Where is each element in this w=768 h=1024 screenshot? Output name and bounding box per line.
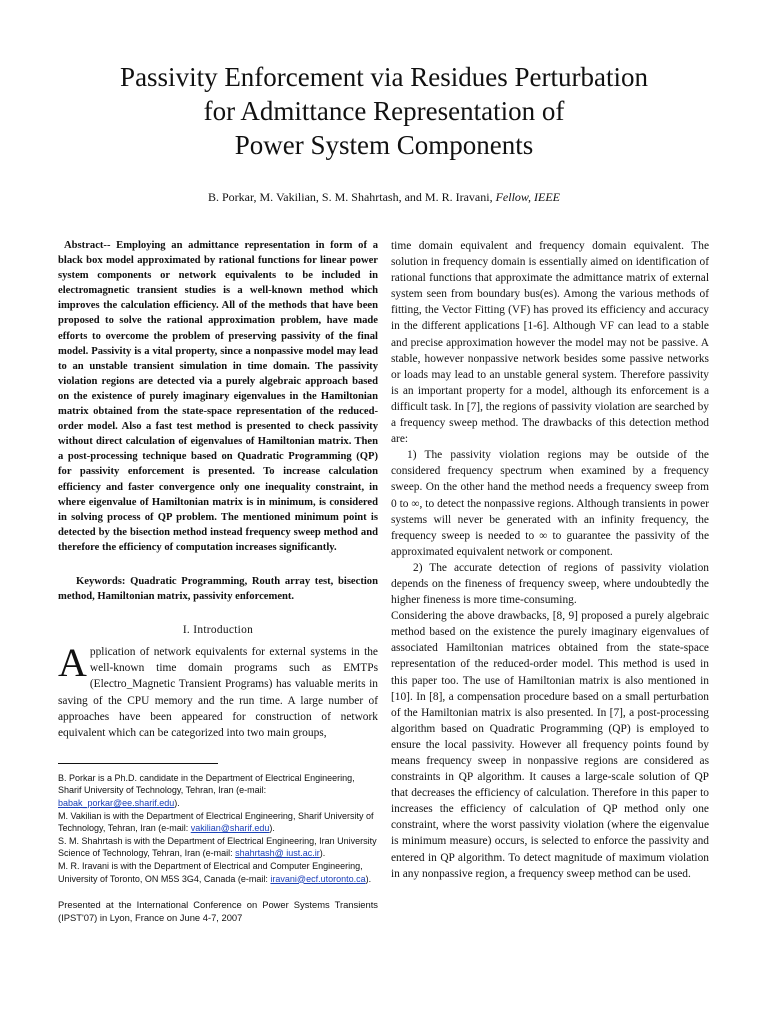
author-list <box>40 190 728 205</box>
email-link-vakilian[interactable]: vakilian@sharif.edu <box>190 823 270 834</box>
email-link-shahrtash[interactable]: shahrtash@ iust.ac.ir <box>235 848 320 859</box>
footnote-porkar: B. Porkar is a Ph.D. candidate in the Department of Electrical Engineering, Sharif University of Technology, Tehran, Iran (e-mail: babak_porkar@ee.sharif.edu). <box>58 772 355 808</box>
footnote-shahrtash: S. M. Shahrtash is with the Department of Electrical Engineering, Iran University Science of Technology, Tehran, Iran (e-mail: shahrtash@ iust.ac.ir). <box>58 835 377 859</box>
email-link-porkar[interactable]: babak_porkar@ee.sharif.edu <box>58 798 175 808</box>
footnote-iravani: M. R. Iravani is with the Department of Electrical and Computer Engineering, University of Toronto, ON M5S 3G4, Canada (e-mail: iravani@ecf.utoronto.ca). <box>58 860 372 884</box>
email-link-iravani[interactable]: iravani@ecf.utoronto.ca <box>270 873 366 884</box>
footnote-vakilian: M. Vakilian is with the Department of Electrical Engineering, Sharif University of Technology, Tehran, Iran (e-mail: vakilian@sharif.edu). <box>58 810 374 834</box>
title-line-3: Power System Components <box>234 130 534 160</box>
keywords: Keywords: Quadratic Programming, Routh array test, bisection method, Hamiltonian matrix, passivity enforcement. <box>58 575 378 603</box>
footnote-rule <box>58 763 218 764</box>
section-heading-introduction: I. Introduction <box>182 624 254 637</box>
footnotes <box>58 772 378 885</box>
right-paragraph-2: 1) The passivity violation regions may be outside of the considered frequency spectrum when examined by a frequency sweep. On the other hand the method needs a frequency sweep from 0 to ∞, to detect the nonpassive regions. Although transients in power systems will never be generated with an infinity frequency, the frequency sweep is needed to ∞ to guarantee the passivity of the approximated equivalent network or component. <box>391 449 709 558</box>
right-paragraph-3: 2) The accurate detection of regions of passivity violation depends on the fineness of frequency sweep, where undoubtedly the higher fineness is more time-consuming. <box>391 561 709 607</box>
paper-title <box>40 60 728 162</box>
abstract: Abstract-- Employing an admittance representation in form of a black box model approximated by rational functions for linear power system components or network equivalents to be included in electromagnetic transient studies is a well-known method which improves the calculation efficiency. All of the methods that have been proposed to solve the rational approximation problem, have made efforts to overcome the problem of preserving passivity of the final model. Passivity is a vital property, since a nonpassive model may lead to an unstable transient simulation in time domain. The passivity violation regions are detected via a purely algebraic approach based on the existence of purely imaginary eigenvalues in the Hamiltonian matrix obtained from the state-space representation of the reduced-order model. Also a fast test method is presented to check passivity without direct calculation of eigenvalues of Hamiltonian matrix. Then a post-processing technique based on Quadratic Programming (QP) for passivity enforcement is presented. To increase calculation efficiency and faster convergence only one inequality constraint, in where eigenvalue of Hamiltonian matrix is in minimum, is considered in solving process of QP problem. The mentioned minimum point is detected by the bisection method instead frequency sweep method and therefore the efficiency of computation increases significantly. <box>58 240 378 553</box>
left-column <box>58 238 378 925</box>
title-line-1: Passivity Enforcement via Residues Perturbation <box>120 62 648 92</box>
right-paragraph-1: time domain equivalent and frequency domain equivalent. The solution in frequency domain is essentially aimed on identification of rational functions that approximate the admittance matrix of external system seen from boundary bus(es). Among the various methods of fitting, the Vector Fitting (VF) has proved its efficiency and accuracy in the different applications [1-6]. Although VF can lead to a stable and precise approximation however the model may not be passive. A stable, however nonpassive network besides some passive networks or loads may lead to an unstable general system. Therefore passivity is an important property for a model, although its enforcement is a difficult task. In [7], the regions of passivity violation are searched by a frequency sweep method. The drawbacks of this detection method are: <box>391 240 709 446</box>
right-column <box>391 238 709 882</box>
introduction-paragraph <box>58 640 378 741</box>
right-paragraph-4: Considering the above drawbacks, [8, 9] proposed a purely algebraic method based on the existence the purely imaginary eigenvalues of associated Hamiltonian matrices obtained from the state-space representation of the reduced-order model. This method is used in this paper too. The use of Hamiltonian matrix is also mentioned in [10]. In [8], a compensation procedure based on a small perturbation of the Hamiltonian matrix is also presented. In [7], a post-processing algorithm based on Quadratic Programming (QP) is employed to ensure the local passivity. However all frequency points found by means frequency sweep in nonpassive regions are considered as constraints in QP algorithm. It causes a large-scale solution of QP that decreases the efficiency of calculation. Therefore in this paper to increases the efficiency of calculation of QP method only one constraint, where the worst passivity violation (where the eigenvalue is minimum measure) occurs, is selected to enforce the passivity and entered in QP algorithm. To detect magnitude of maximum violation in any nonpassive region, a frequency sweep method can be used. <box>391 610 709 880</box>
author-grade: Fellow, IEEE <box>495 190 561 204</box>
introduction-text: pplication of network equivalents for external systems in the well-known time domain programs such as EMTPs (Electro_Magnetic Transient Programs) has valuable merits in saving of the CPU memory and the run time. A large number of approaches have been appeared for construction of network equivalent which can be categorized into two main groups, <box>58 646 378 739</box>
drop-cap: A <box>58 640 87 686</box>
title-line-2: for Admittance Representation of <box>203 96 565 126</box>
conference-note: Presented at the International Conference on Power Systems Transients (IPST'07) in Lyon, France on June 4-7, 2007 <box>58 899 378 923</box>
author-names: B. Porkar, M. Vakilian, S. M. Shahrtash, and M. R. Iravani, <box>207 190 496 204</box>
